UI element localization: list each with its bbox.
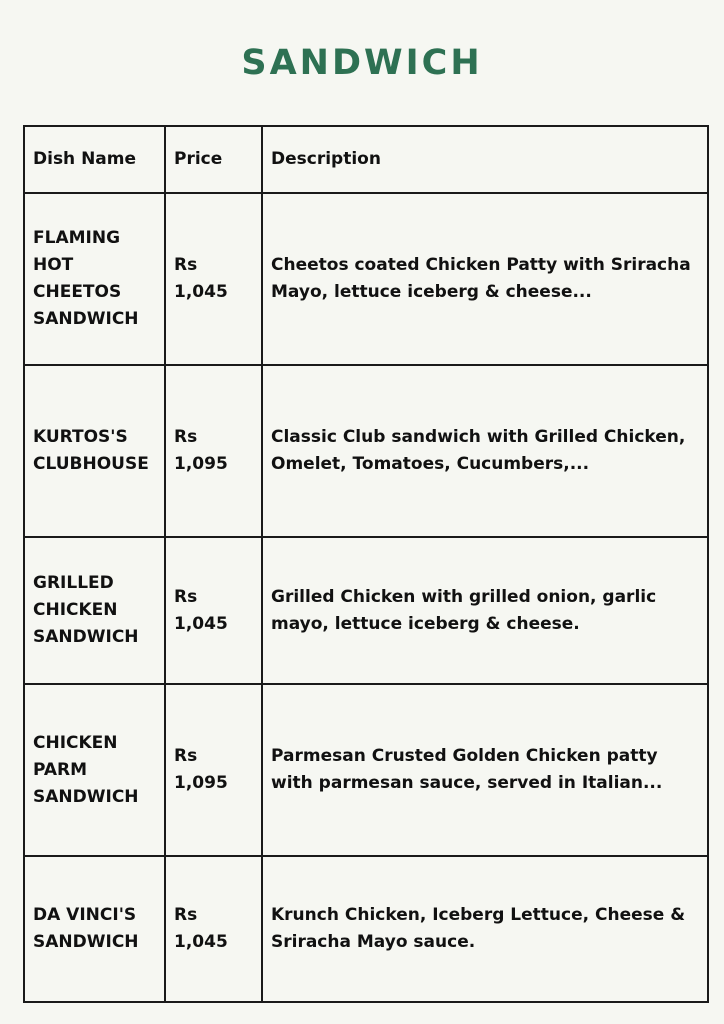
- table-row: [24, 856, 708, 1002]
- table-row: [24, 193, 708, 365]
- dish-price: Rs 1,045: [165, 537, 262, 684]
- header-description: Description: [262, 126, 708, 193]
- dish-name: KURTOS'S CLUBHOUSE: [24, 365, 165, 537]
- header-dish-name: Dish Name: [24, 126, 165, 193]
- table-row: [24, 537, 708, 684]
- dish-price: Rs 1,095: [165, 365, 262, 537]
- dish-name: DA VINCI'S SANDWICH: [24, 856, 165, 1002]
- menu-table: [23, 125, 709, 1003]
- dish-description: Parmesan Crusted Golden Chicken patty with parmesan sauce, served in Italian...: [262, 684, 708, 856]
- dish-description: Krunch Chicken, Iceberg Lettuce, Cheese & Sriracha Mayo sauce.: [262, 856, 708, 1002]
- dish-name: GRILLED CHICKEN SANDWICH: [24, 537, 165, 684]
- dish-price: Rs 1,045: [165, 193, 262, 365]
- dish-price: Rs 1,045: [165, 856, 262, 1002]
- dish-description: Cheetos coated Chicken Patty with Sriracha Mayo, lettuce iceberg & cheese...: [262, 193, 708, 365]
- page-title: SANDWICH: [241, 43, 483, 83]
- dish-name: CHICKEN PARM SANDWICH: [24, 684, 165, 856]
- table-header-row: [24, 126, 708, 193]
- table-row: [24, 365, 708, 537]
- dish-name: FLAMING HOT CHEETOS SANDWICH: [24, 193, 165, 365]
- dish-description: Grilled Chicken with grilled onion, garlic mayo, lettuce iceberg & cheese.: [262, 537, 708, 684]
- dish-description: Classic Club sandwich with Grilled Chicken, Omelet, Tomatoes, Cucumbers,...: [262, 365, 708, 537]
- table-row: [24, 684, 708, 856]
- dish-price: Rs 1,095: [165, 684, 262, 856]
- header-price: Price: [165, 126, 262, 193]
